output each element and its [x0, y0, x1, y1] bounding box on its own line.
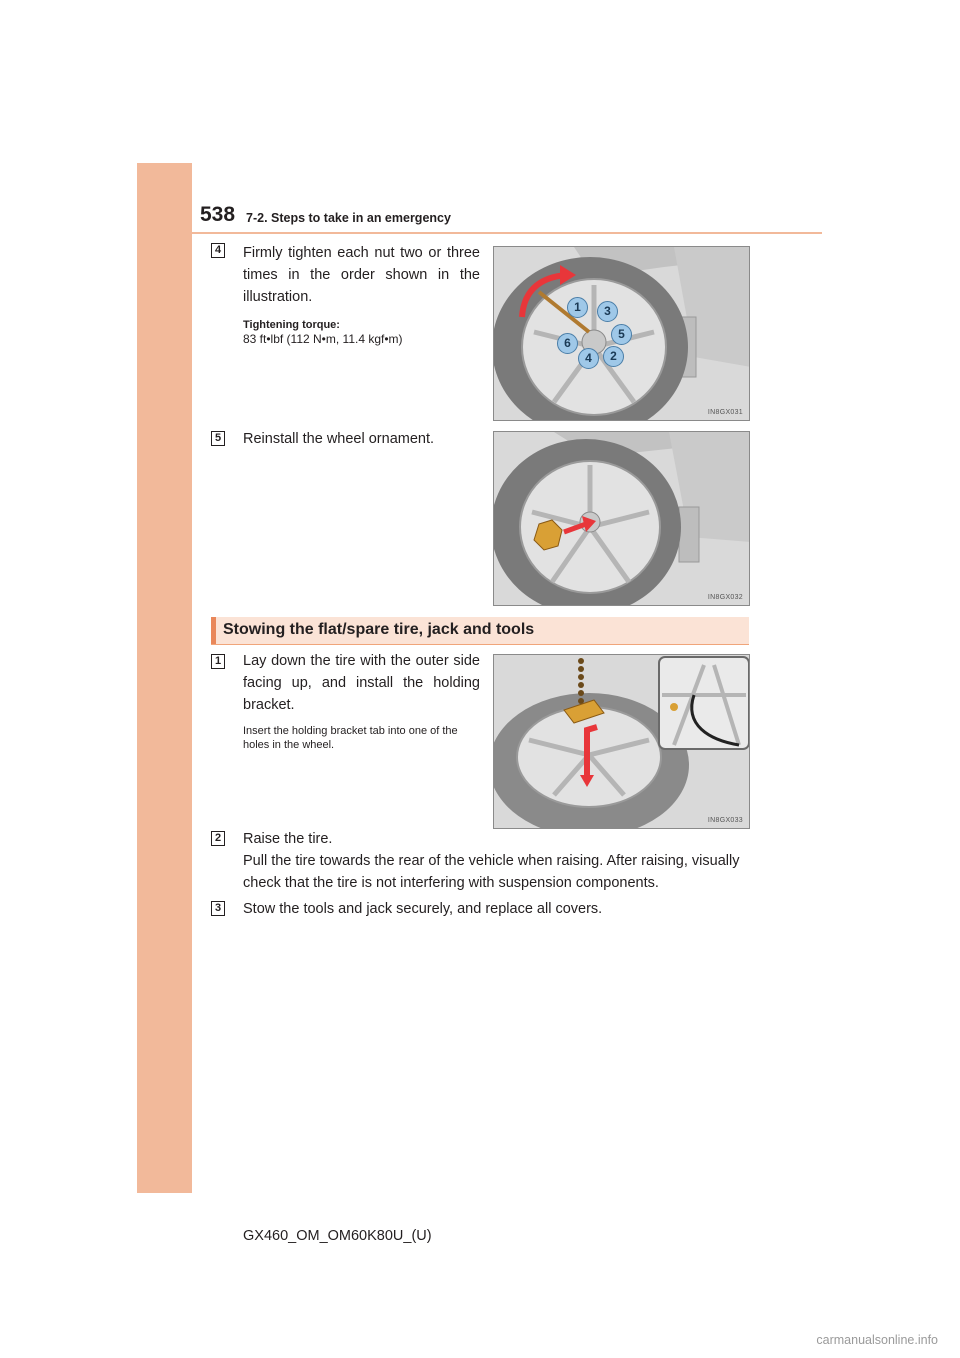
- nut-order-callout-2: 2: [603, 346, 624, 367]
- section-title: 7-2. Steps to take in an emergency: [246, 211, 451, 225]
- wheel-ornament-illustration: [493, 431, 750, 606]
- chapter-sidebar-band: [137, 163, 192, 1193]
- stow-step-2-text: Raise the tire.: [243, 831, 333, 847]
- section-heading-bar: [211, 617, 749, 645]
- manual-code: GX460_OM_OM60K80U_(U): [243, 1228, 432, 1244]
- stow-step-1-text: Lay down the tire with the outer side facing up, and install the holding bracket.: [243, 653, 480, 713]
- nut-order-callout-1: 1: [567, 297, 588, 318]
- stow-step-1-note: Insert the holding bracket tab into one of the holes in the wheel.: [243, 725, 458, 751]
- step-number-4: 4: [211, 243, 225, 258]
- watermark: carmanualsonline.info: [816, 1333, 938, 1347]
- stow-step-number-3: 3: [211, 901, 225, 916]
- nut-order-callout-4: 4: [578, 348, 599, 369]
- step-5-text: Reinstall the wheel ornament.: [243, 431, 435, 447]
- page-number: 538: [200, 203, 236, 226]
- stow-step-2-detail: Pull the tire towards the rear of the vehicle when raising. After raising, visually check that the tire is not interfering with suspension components.: [243, 853, 740, 891]
- torque-value: 83 ft•lbf (112 N•m, 11.4 kgf•m): [243, 332, 403, 346]
- nut-order-callout-3: 3: [597, 301, 618, 322]
- stow-step-number-1: 1: [211, 654, 225, 669]
- illustration-code: IN8GX032: [707, 594, 743, 601]
- header-rule: [192, 232, 822, 234]
- heading-accent: [211, 617, 216, 644]
- nut-order-callout-6: 6: [557, 333, 578, 354]
- step-number-5: 5: [211, 431, 225, 446]
- nut-order-callout-5: 5: [611, 324, 632, 345]
- stow-step-3-text: Stow the tools and jack securely, and replace all covers.: [243, 901, 603, 917]
- torque-label: Tightening torque:: [243, 319, 340, 331]
- holding-bracket-illustration: [493, 654, 750, 829]
- illustration-code: IN8GX031: [707, 409, 743, 416]
- illustration-code: IN8GX033: [707, 817, 743, 824]
- section-heading: Stowing the flat/spare tire, jack and tools: [223, 621, 535, 638]
- step-4-text: Firmly tighten each nut two or three times in the order shown in the illustration.: [243, 245, 480, 305]
- stow-step-number-2: 2: [211, 831, 225, 846]
- wheel-nut-order-illustration: [493, 246, 750, 421]
